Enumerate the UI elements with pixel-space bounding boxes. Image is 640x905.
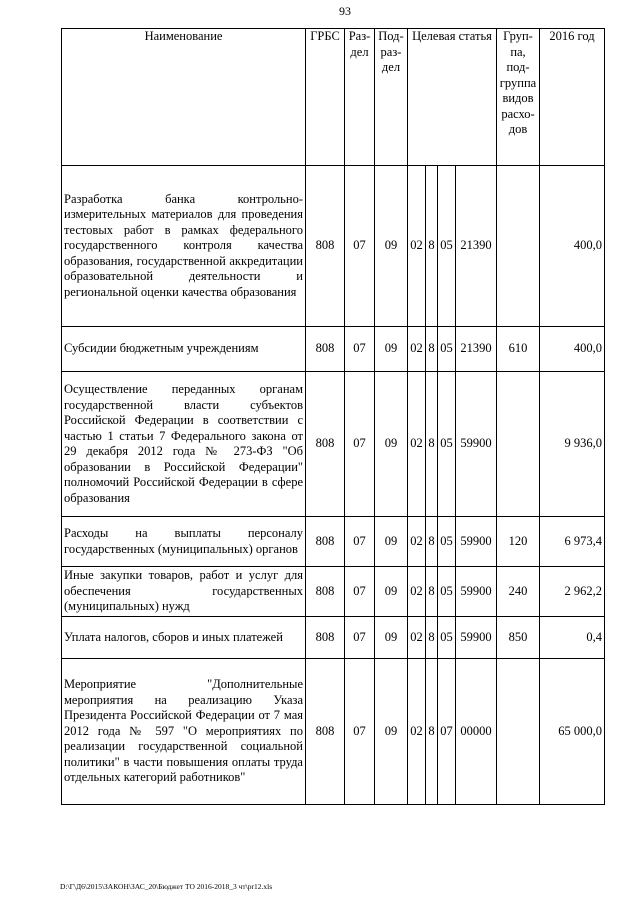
budget-table (61, 28, 605, 805)
row-amount: 2 962,2 (540, 567, 605, 617)
row-grbs: 808 (306, 567, 345, 617)
row-cs-event: 05 (438, 372, 456, 517)
row-cs-subprogram: 8 (426, 517, 438, 567)
table-row (62, 659, 605, 805)
row-cs-direction: 00000 (456, 659, 497, 805)
row-name: Разработка банка контрольно-измерительных материалов для проведения тестовых работ в рамках федерального государственного контроля качества образования, государственной аккредитации образовательной деятельности и региональной оценки качества образования (62, 166, 306, 327)
row-cs-program: 02 (408, 166, 426, 327)
row-grbs: 808 (306, 166, 345, 327)
page-number: 93 (339, 4, 351, 18)
row-grbs: 808 (306, 372, 345, 517)
row-cs-event: 05 (438, 517, 456, 567)
row-vr: 610 (497, 327, 540, 372)
row-cs-subprogram: 8 (426, 327, 438, 372)
header-target: Целевая статья (408, 29, 497, 166)
row-amount: 400,0 (540, 327, 605, 372)
row-cs-direction: 59900 (456, 517, 497, 567)
row-cs-program: 02 (408, 517, 426, 567)
row-grbs: 808 (306, 327, 345, 372)
row-cs-subprogram: 8 (426, 567, 438, 617)
header-name: Наименование (62, 29, 306, 166)
row-cs-direction: 59900 (456, 567, 497, 617)
row-cs-direction: 21390 (456, 166, 497, 327)
table-row (62, 617, 605, 659)
header-row (62, 29, 605, 166)
file-path-footer: D:\Г\Д6\2015\ЗАКОН\ЗАС_20\Бюджет ТО 2016-2018_3 чт\pr12.xls (60, 882, 273, 891)
row-name: Субсидии бюджетным учреждениям (62, 327, 306, 372)
row-vr: 850 (497, 617, 540, 659)
row-podrazdel: 09 (375, 517, 408, 567)
row-name: Уплата налогов, сборов и иных платежей (62, 617, 306, 659)
row-amount: 9 936,0 (540, 372, 605, 517)
row-cs-event: 05 (438, 166, 456, 327)
row-vr: 120 (497, 517, 540, 567)
row-amount: 0,4 (540, 617, 605, 659)
row-grbs: 808 (306, 659, 345, 805)
header-vr: Груп-па, под-группа видов расхо-дов (497, 29, 540, 166)
row-cs-direction: 59900 (456, 372, 497, 517)
row-cs-subprogram: 8 (426, 166, 438, 327)
header-year: 2016 год (540, 29, 605, 166)
row-amount: 6 973,4 (540, 517, 605, 567)
row-vr (497, 166, 540, 327)
row-cs-program: 02 (408, 617, 426, 659)
header-podrazdel: Под-раз-дел (375, 29, 408, 166)
header-grbs: ГРБС (306, 29, 345, 166)
row-grbs: 808 (306, 517, 345, 567)
row-name: Иные закупки товаров, работ и услуг для обеспечения государственных (муниципальных) нужд (62, 567, 306, 617)
row-vr: 240 (497, 567, 540, 617)
row-vr (497, 372, 540, 517)
row-podrazdel: 09 (375, 659, 408, 805)
row-razdel: 07 (345, 567, 375, 617)
row-cs-event: 07 (438, 659, 456, 805)
row-amount: 400,0 (540, 166, 605, 327)
row-razdel: 07 (345, 327, 375, 372)
row-cs-program: 02 (408, 567, 426, 617)
row-name: Расходы на выплаты персоналу государственных (муниципальных) органов (62, 517, 306, 567)
row-podrazdel: 09 (375, 617, 408, 659)
row-podrazdel: 09 (375, 372, 408, 517)
table-row (62, 166, 605, 327)
row-name: Мероприятие "Дополнительные мероприятия на реализацию Указа Президента Российской Федерации от 7 мая 2012 года № 597 "О мероприятиях по реализации государственной социальной политики" в части повышения оплаты труда отдельных категорий работников" (62, 659, 306, 805)
row-razdel: 07 (345, 659, 375, 805)
row-cs-program: 02 (408, 327, 426, 372)
row-name: Осуществление переданных органам государственной власти субъектов Российской Федерации в соответствии с частью 1 статьи 7 Федерального закона от 29 декабря 2012 года № 273-ФЗ "Об образовании в Российской Федерации" полномочий Российской Федерации в сфере образования (62, 372, 306, 517)
row-cs-subprogram: 8 (426, 372, 438, 517)
row-grbs: 808 (306, 617, 345, 659)
row-cs-event: 05 (438, 617, 456, 659)
row-cs-subprogram: 8 (426, 659, 438, 805)
row-podrazdel: 09 (375, 327, 408, 372)
row-razdel: 07 (345, 517, 375, 567)
table-row (62, 327, 605, 372)
table-row (62, 517, 605, 567)
row-amount: 65 000,0 (540, 659, 605, 805)
row-razdel: 07 (345, 372, 375, 517)
row-cs-event: 05 (438, 327, 456, 372)
row-razdel: 07 (345, 617, 375, 659)
row-podrazdel: 09 (375, 166, 408, 327)
row-cs-direction: 21390 (456, 327, 497, 372)
row-cs-subprogram: 8 (426, 617, 438, 659)
table-row (62, 567, 605, 617)
row-cs-direction: 59900 (456, 617, 497, 659)
row-razdel: 07 (345, 166, 375, 327)
row-vr (497, 659, 540, 805)
row-cs-program: 02 (408, 659, 426, 805)
header-razdel: Раз-дел (345, 29, 375, 166)
row-cs-event: 05 (438, 567, 456, 617)
table-row (62, 372, 605, 517)
row-podrazdel: 09 (375, 567, 408, 617)
row-cs-program: 02 (408, 372, 426, 517)
